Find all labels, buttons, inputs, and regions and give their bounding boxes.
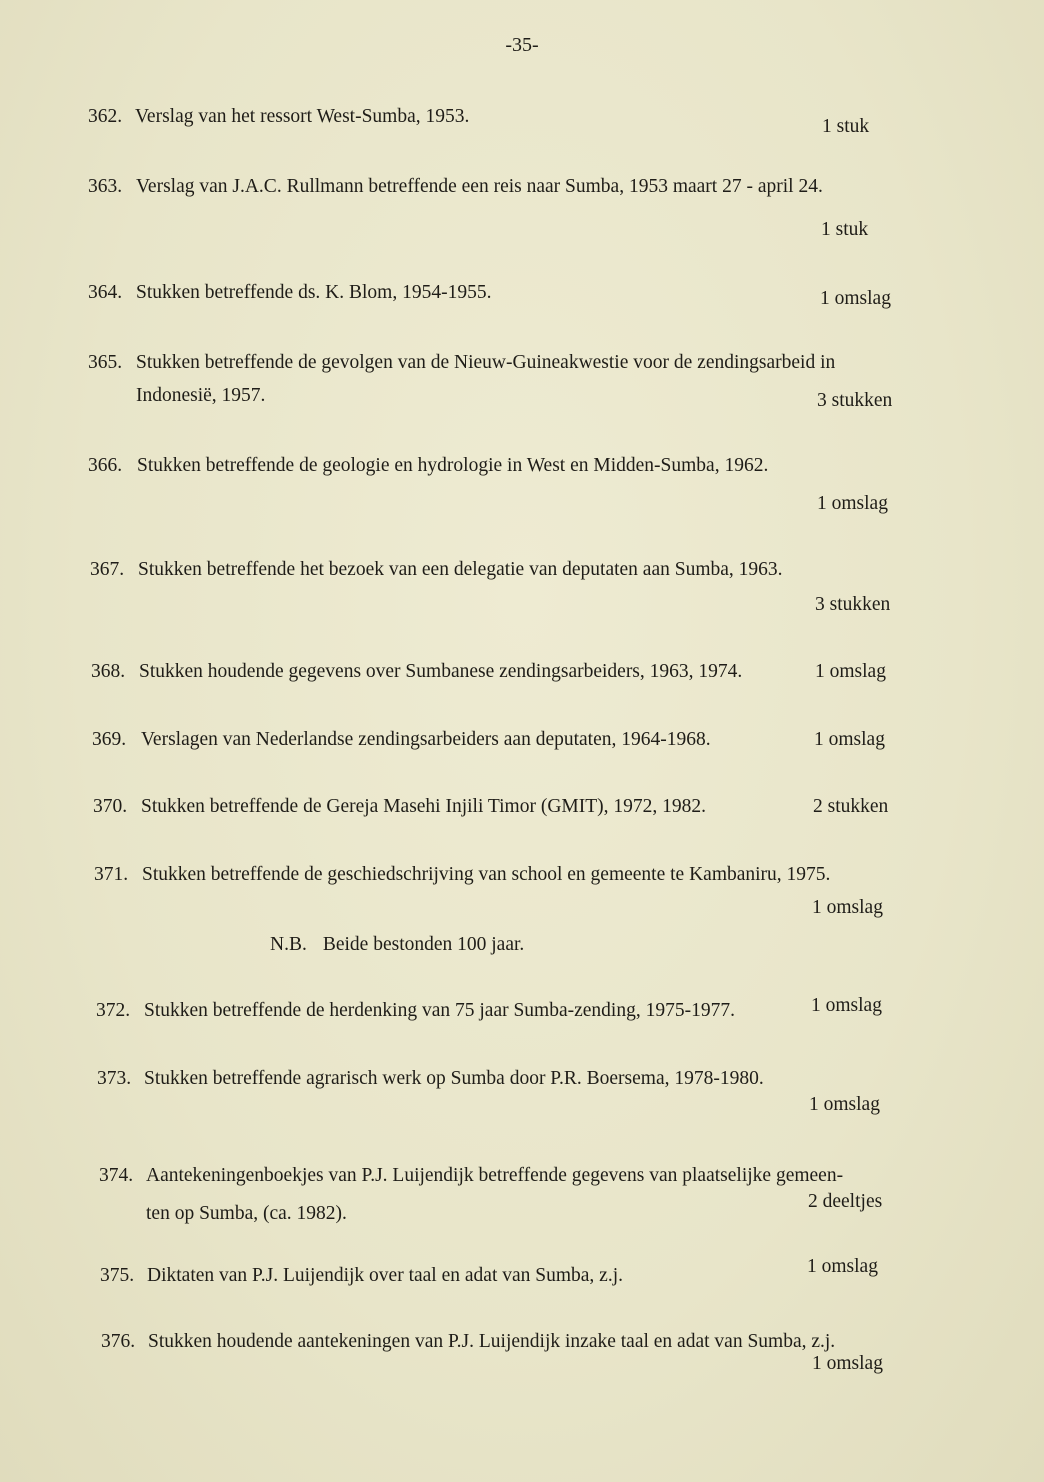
entry-quantity: 1 omslag <box>811 995 882 1016</box>
entry-description: Stukken houdende gegevens over Sumbanese zendingsarbeiders, 1963, 1974. <box>139 661 743 682</box>
entry-number: 371. <box>94 864 129 885</box>
entry-number: 368. <box>91 661 126 682</box>
entry-description-continued: ten op Sumba, (ca. 1982). <box>146 1203 347 1224</box>
entry-quantity: 3 stukken <box>817 390 893 411</box>
entry-number: 366. <box>88 455 123 476</box>
entry-number: 375. <box>100 1265 135 1286</box>
entry-description: Stukken betreffende de geschiedschrijving van school en gemeente te Kambaniru, 1975. <box>142 864 831 885</box>
page-number: -35- <box>505 34 539 56</box>
entry-number: 369. <box>92 729 127 750</box>
entry-number: 373. <box>97 1068 132 1089</box>
entry-description: Verslagen van Nederlandse zendingsarbeiders aan deputaten, 1964-1968. <box>141 729 711 750</box>
entry-number: 363. <box>88 176 123 197</box>
entry-description: Stukken betreffende de herdenking van 75 jaar Sumba-zending, 1975-1977. <box>144 1000 735 1021</box>
entry-quantity: 1 omslag <box>807 1256 878 1277</box>
note-label: N.B. <box>270 934 307 955</box>
entry-quantity: 1 omslag <box>817 493 888 514</box>
entry-number: 370. <box>93 796 128 817</box>
entry-quantity: 1 omslag <box>814 729 885 750</box>
entry-quantity: 1 omslag <box>809 1094 880 1115</box>
entry-description: Stukken betreffende agrarisch werk op Sumba door P.R. Boersema, 1978-1980. <box>144 1068 764 1089</box>
entry-number: 376. <box>101 1331 136 1352</box>
note-text: Beide bestonden 100 jaar. <box>322 934 525 955</box>
entry-description: Stukken betreffende het bezoek van een delegatie van deputaten aan Sumba, 1963. <box>138 559 783 580</box>
entry-description: Aantekeningenboekjes van P.J. Luijendijk betreffende gegevens van plaatselijke gemeen- <box>146 1165 844 1186</box>
entry-number: 374. <box>99 1165 134 1186</box>
entry-quantity: 1 stuk <box>822 116 870 137</box>
entry-quantity: 1 omslag <box>812 897 883 918</box>
entry-number: 362. <box>88 106 123 127</box>
entry-quantity: 1 stuk <box>821 219 869 240</box>
entry-description: Stukken betreffende ds. K. Blom, 1954-1955. <box>136 282 492 303</box>
entry-description: Stukken betreffende de gevolgen van de Nieuw-Guineakwestie voor de zendingsarbeid in <box>136 352 836 373</box>
note <box>270 934 540 956</box>
entry-number: 367. <box>90 559 125 580</box>
entry-number: 364. <box>88 282 123 303</box>
entry-description: Stukken betreffende de Gereja Masehi Injili Timor (GMIT), 1972, 1982. <box>141 796 707 817</box>
entry-description-continued: Indonesië, 1957. <box>136 385 266 406</box>
entry-description: Verslag van J.A.C. Rullmann betreffende een reis naar Sumba, 1953 maart 27 - april 24. <box>136 176 823 197</box>
entry-description: Stukken houdende aantekeningen van P.J. Luijendijk inzake taal en adat van Sumba, z.j. <box>148 1331 836 1352</box>
entry-quantity: 1 omslag <box>815 661 886 682</box>
entry-quantity: 2 deeltjes <box>808 1191 883 1212</box>
entry-description: Verslag van het ressort West-Sumba, 1953. <box>135 106 470 127</box>
entry-number: 365. <box>88 352 123 373</box>
entry-quantity: 1 omslag <box>812 1353 883 1374</box>
entry-description: Diktaten van P.J. Luijendijk over taal en adat van Sumba, z.j. <box>147 1265 624 1286</box>
entry-description: Stukken betreffende de geologie en hydrologie in West en Midden-Sumba, 1962. <box>137 455 769 476</box>
entry-quantity: 3 stukken <box>815 594 891 615</box>
entry-number: 372. <box>96 1000 131 1021</box>
entry-quantity: 2 stukken <box>813 796 889 817</box>
entry-quantity: 1 omslag <box>820 288 891 309</box>
